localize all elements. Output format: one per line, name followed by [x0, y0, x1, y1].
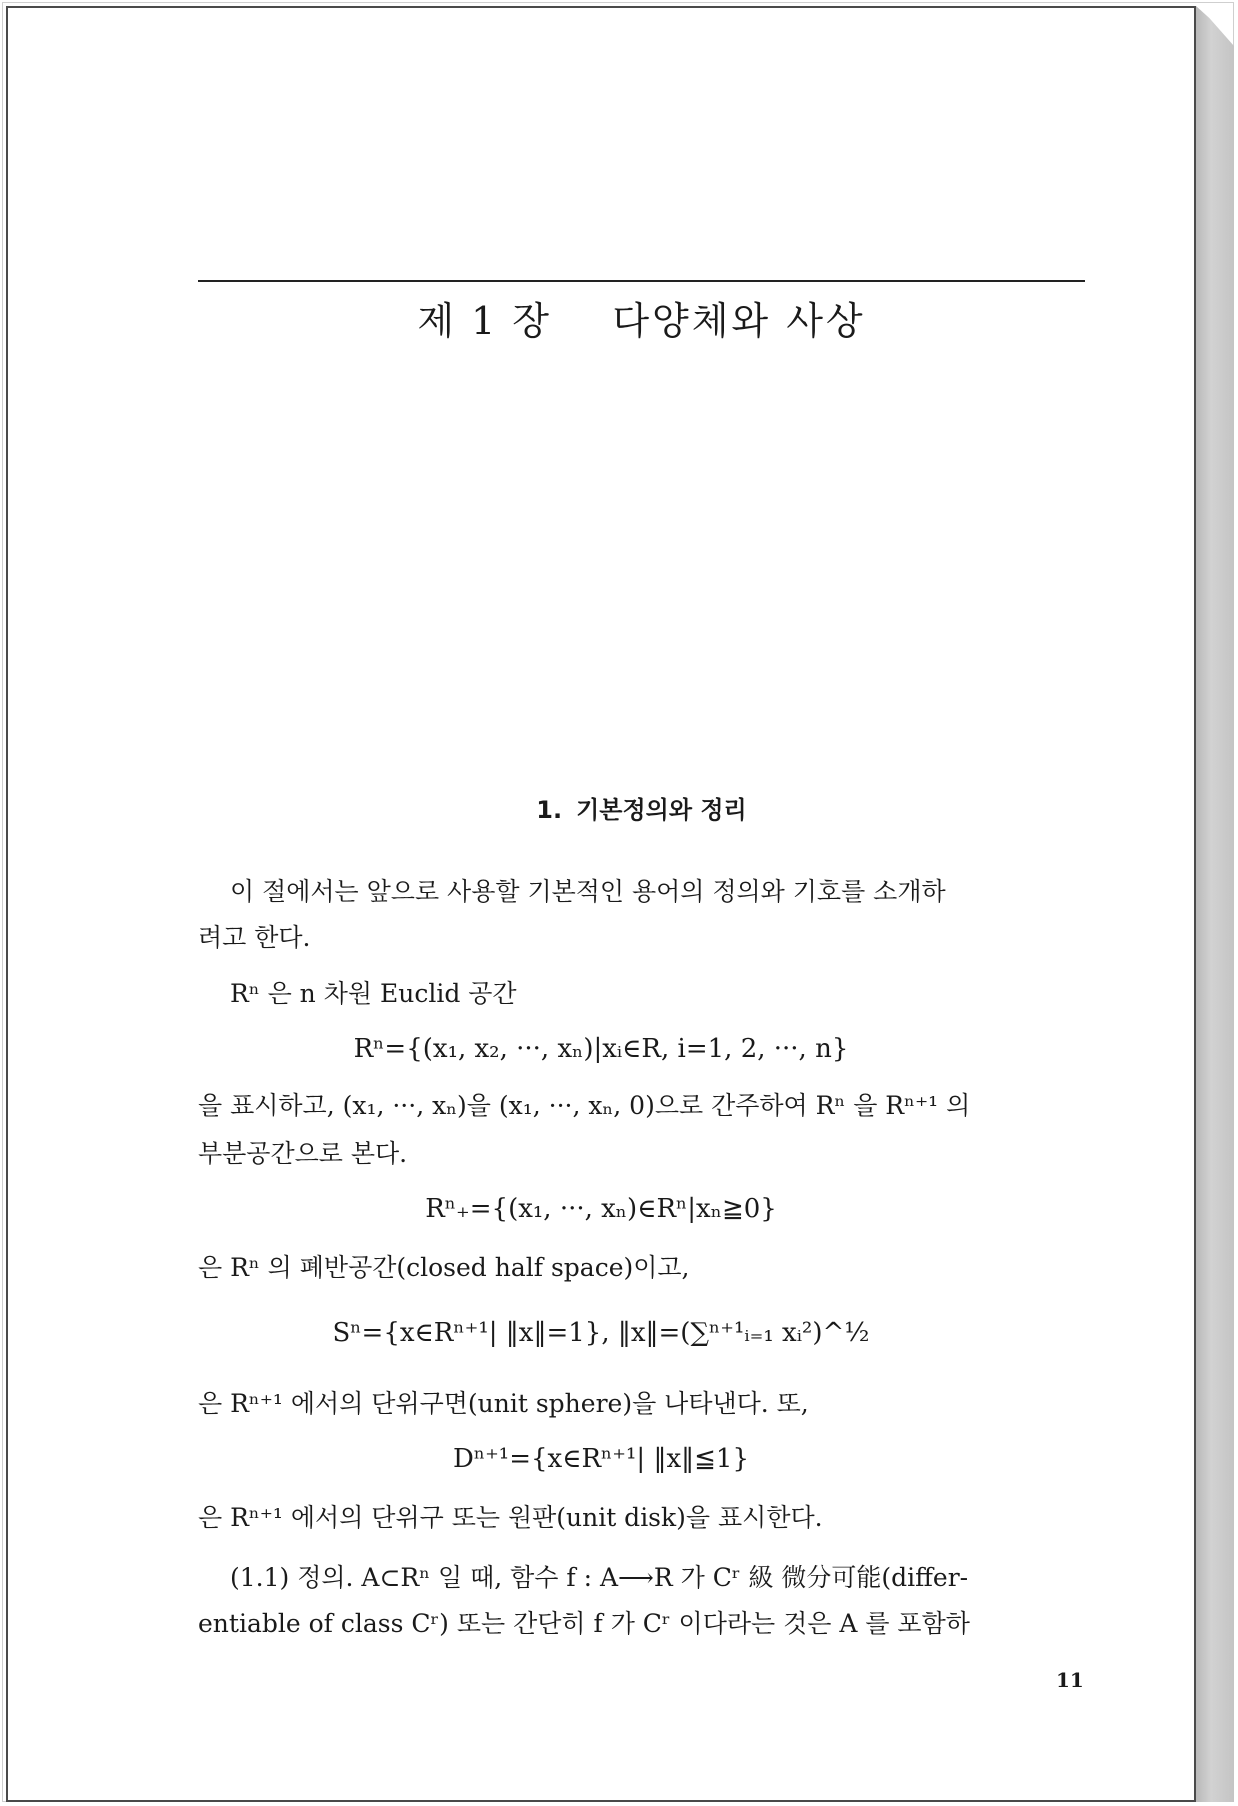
definition-line-1: (1.1) 정의. A⊂Rⁿ 일 때, 함수 f : A⟶R 가 Cʳ 級 微分可能(differ- — [230, 1563, 969, 1592]
equation-disk: Dⁿ⁺¹={x∈Rⁿ⁺¹| ‖x‖≦1} — [452, 1444, 749, 1474]
page-number: 11 — [1056, 1668, 1084, 1692]
equation-half-space: Rⁿ₊={(x₁, ···, xₙ)∈Rⁿ|xₙ≧0} — [425, 1194, 777, 1224]
rn-definition-line: Rⁿ 은 n 차원 Euclid 공간 — [230, 979, 517, 1008]
intro-line-1: 이 절에서는 앞으로 사용할 기본적인 용어의 정의와 기호를 소개하 — [230, 877, 946, 906]
chapter-title: 다양체와 사상 — [612, 299, 866, 343]
paragraph2-line-2: 부분공간으로 본다. — [198, 1139, 408, 1168]
intro-line-2: 려고 한다. — [198, 923, 311, 952]
definition-line-2: entiable of class Cʳ) 또는 간단히 f 가 Cʳ 이다라는 것은 A 를 포함하 — [198, 1609, 970, 1638]
section-title: 기본정의와 정리 — [576, 796, 747, 824]
equation-rn: Rⁿ={(x₁, x₂, ···, xₙ)|xᵢ∈R, i=1, 2, ···, n} — [353, 1034, 849, 1064]
section-number: 1. — [536, 796, 563, 824]
chapter-number: 1 — [471, 299, 499, 343]
chapter-rule — [198, 280, 1085, 282]
paragraph5-line: 은 Rⁿ⁺¹ 에서의 단위구 또는 원판(unit disk)을 표시한다. — [198, 1503, 823, 1532]
paragraph3-line: 은 Rⁿ 의 폐반공간(closed half space)이고, — [198, 1253, 690, 1282]
page-edge — [1196, 6, 1234, 1802]
chapter-heading — [198, 290, 1085, 345]
chapter-prefix: 제 — [417, 299, 458, 343]
chapter-suffix: 장 — [512, 299, 552, 343]
equation-sphere: Sⁿ={x∈Rⁿ⁺¹| ‖x‖=1}, ‖x‖=(∑ⁿ⁺¹ᵢ₌₁ xᵢ²)^½ — [332, 1318, 870, 1348]
section-heading — [198, 790, 1085, 825]
book-page — [6, 6, 1196, 1802]
paragraph2-line-1: 을 표시하고, (x₁, ···, xₙ)을 (x₁, ···, xₙ, 0)으로 간주하여 Rⁿ 을 Rⁿ⁺¹ 의 — [198, 1091, 971, 1120]
paragraph4-line: 은 Rⁿ⁺¹ 에서의 단위구면(unit sphere)을 나타낸다. 또, — [198, 1389, 809, 1418]
